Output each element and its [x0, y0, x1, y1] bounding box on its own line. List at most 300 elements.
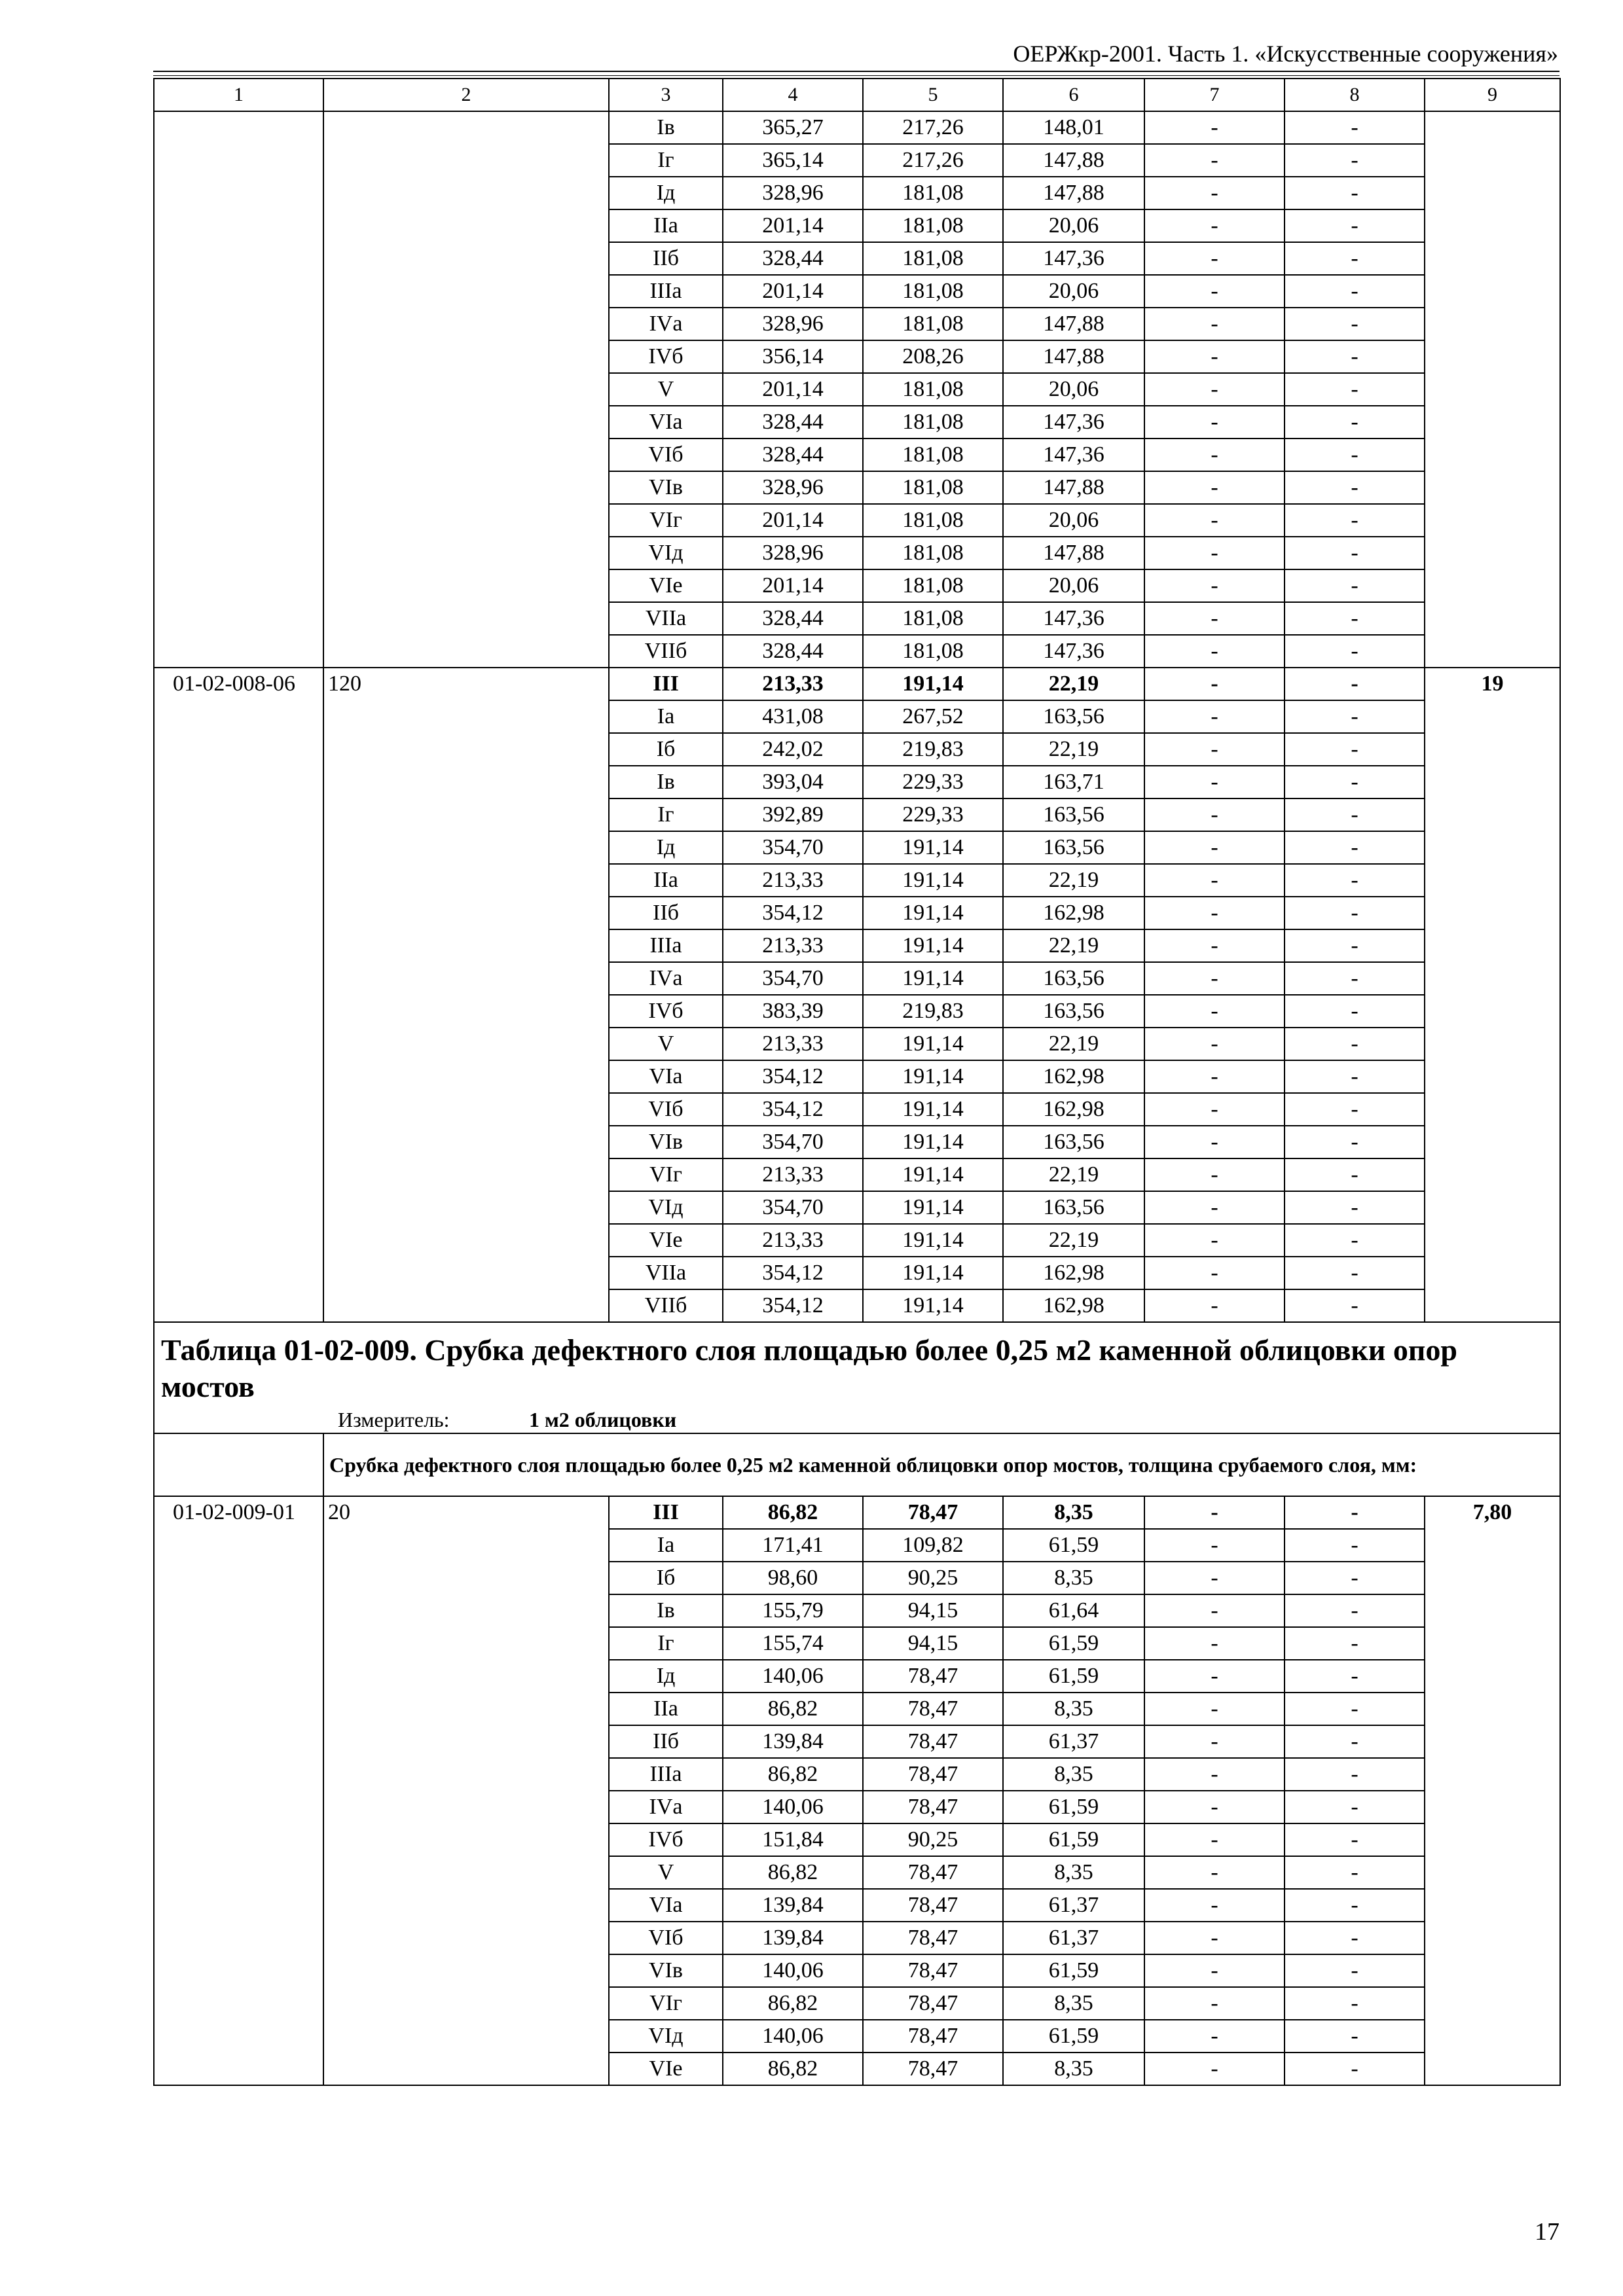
cell-value: 20,06 — [1003, 504, 1144, 537]
cell-value: Iв — [609, 111, 723, 144]
cell-value: 328,96 — [723, 471, 863, 504]
column-number: 4 — [723, 79, 863, 111]
column-number: 9 — [1425, 79, 1560, 111]
cell-value: 181,08 — [863, 308, 1003, 340]
table-row — [154, 1496, 1560, 1529]
column-number: 1 — [154, 79, 323, 111]
page-number: 17 — [1535, 2218, 1559, 2246]
cell-value: 229,33 — [863, 766, 1003, 798]
cell-value: VIа — [609, 1060, 723, 1093]
cell-value: - — [1285, 1856, 1425, 1889]
cell-value: - — [1144, 308, 1285, 340]
cell-value: - — [1285, 602, 1425, 635]
cell-value: 162,98 — [1003, 1093, 1144, 1126]
meter-label: Измеритель: — [338, 1408, 450, 1431]
cell-value: VIв — [609, 1954, 723, 1987]
cell-value: - — [1144, 831, 1285, 864]
cell-value: - — [1285, 1889, 1425, 1922]
cell-value: 86,82 — [723, 2053, 863, 2085]
cell-value: Iа — [609, 1529, 723, 1562]
cell-value: III — [609, 1496, 723, 1529]
cell-value: 22,19 — [1003, 668, 1144, 700]
cell-value: - — [1144, 1158, 1285, 1191]
cell-value: - — [1144, 1954, 1285, 1987]
cell-value: - — [1285, 111, 1425, 144]
cell-value: 78,47 — [863, 1856, 1003, 1889]
cell-value: - — [1144, 111, 1285, 144]
cell-value: 163,56 — [1003, 1126, 1144, 1158]
cell-value: VIб — [609, 439, 723, 471]
cell-value: 86,82 — [723, 1856, 863, 1889]
cell-value: 139,84 — [723, 1725, 863, 1758]
cell-value: 208,26 — [863, 340, 1003, 373]
cell-value: - — [1285, 1191, 1425, 1224]
cell-value: 328,96 — [723, 308, 863, 340]
cell-value: 181,08 — [863, 373, 1003, 406]
cell-value: - — [1285, 1922, 1425, 1954]
cell-value: IVа — [609, 1791, 723, 1823]
cell-value: 181,08 — [863, 471, 1003, 504]
cell-value: 163,56 — [1003, 1191, 1144, 1224]
cell-value: - — [1285, 1594, 1425, 1627]
cell-value: 191,14 — [863, 1257, 1003, 1289]
cell-value: - — [1144, 733, 1285, 766]
cell-value: - — [1285, 439, 1425, 471]
cell-value: - — [1144, 340, 1285, 373]
cell-value: 78,47 — [863, 1693, 1003, 1725]
cell-value: - — [1144, 635, 1285, 668]
price-index — [1425, 111, 1560, 668]
cell-value: Iв — [609, 1594, 723, 1627]
cell-value: IVб — [609, 340, 723, 373]
cell-value: 267,52 — [863, 700, 1003, 733]
cell-value: - — [1285, 897, 1425, 929]
cell-value: IIб — [609, 242, 723, 275]
cell-value: - — [1144, 602, 1285, 635]
cell-value: - — [1285, 471, 1425, 504]
cell-value: Iг — [609, 144, 723, 177]
cell-value: V — [609, 373, 723, 406]
cell-value: - — [1285, 1693, 1425, 1725]
cell-value: 201,14 — [723, 569, 863, 602]
cell-value: 78,47 — [863, 1758, 1003, 1791]
cell-value: - — [1285, 1060, 1425, 1093]
cell-value: 20,06 — [1003, 569, 1144, 602]
cell-value: 86,82 — [723, 1496, 863, 1529]
cell-value: - — [1144, 668, 1285, 700]
cell-value: 191,14 — [863, 1158, 1003, 1191]
cell-value: - — [1285, 308, 1425, 340]
cell-value: 61,59 — [1003, 1627, 1144, 1660]
cell-value: - — [1144, 864, 1285, 897]
cell-value: VIг — [609, 1158, 723, 1191]
cell-value: 147,36 — [1003, 242, 1144, 275]
cell-value: - — [1285, 1758, 1425, 1791]
cell-value: - — [1285, 733, 1425, 766]
cell-value: - — [1144, 700, 1285, 733]
cell-value: 147,88 — [1003, 340, 1144, 373]
cell-value: - — [1144, 471, 1285, 504]
cell-value: 61,59 — [1003, 1529, 1144, 1562]
cell-value: - — [1285, 275, 1425, 308]
cell-value: IVб — [609, 1823, 723, 1856]
cell-value: VIв — [609, 471, 723, 504]
cell-value: 78,47 — [863, 1725, 1003, 1758]
column-number: 6 — [1003, 79, 1144, 111]
cell-value: 140,06 — [723, 1660, 863, 1693]
cell-value: III — [609, 668, 723, 700]
cell-value: Iб — [609, 1562, 723, 1594]
cell-value: - — [1285, 929, 1425, 962]
cell-value: 181,08 — [863, 602, 1003, 635]
cell-value: 8,35 — [1003, 1856, 1144, 1889]
cell-value: VIг — [609, 1987, 723, 2020]
cell-value: 328,44 — [723, 406, 863, 439]
cell-value: - — [1144, 929, 1285, 962]
cell-value: 191,14 — [863, 1126, 1003, 1158]
cell-value: - — [1285, 2053, 1425, 2085]
cell-value: V — [609, 1028, 723, 1060]
cell-value: 86,82 — [723, 1693, 863, 1725]
cell-value: VIIб — [609, 1289, 723, 1322]
column-number: 2 — [323, 79, 609, 111]
cell-value: 22,19 — [1003, 1028, 1144, 1060]
cell-value: 213,33 — [723, 864, 863, 897]
cell-value: 22,19 — [1003, 1158, 1144, 1191]
cell-value: 61,37 — [1003, 1725, 1144, 1758]
cell-value: - — [1285, 962, 1425, 995]
cell-value: - — [1144, 1224, 1285, 1257]
cell-value: 181,08 — [863, 406, 1003, 439]
cell-value: 61,59 — [1003, 2020, 1144, 2053]
cell-value: - — [1285, 1257, 1425, 1289]
column-number: 7 — [1144, 79, 1285, 111]
cell-value: 163,56 — [1003, 995, 1144, 1028]
cell-value: 78,47 — [863, 2053, 1003, 2085]
cell-value: VIIа — [609, 1257, 723, 1289]
cell-value: Iд — [609, 1660, 723, 1693]
cell-value: - — [1144, 1126, 1285, 1158]
cell-value: 365,14 — [723, 144, 863, 177]
table-meter — [161, 1407, 1553, 1433]
cell-value: - — [1144, 1889, 1285, 1922]
cell-value: 147,36 — [1003, 406, 1144, 439]
cell-value: - — [1285, 1126, 1425, 1158]
cell-value: - — [1144, 995, 1285, 1028]
cell-value: IIа — [609, 209, 723, 242]
cell-value: 219,83 — [863, 733, 1003, 766]
cell-value: IIIа — [609, 929, 723, 962]
cell-value: Iа — [609, 700, 723, 733]
cell-value: 78,47 — [863, 1987, 1003, 2020]
cell-value: 22,19 — [1003, 929, 1144, 962]
cell-value: 147,88 — [1003, 471, 1144, 504]
cell-value: Iд — [609, 177, 723, 209]
cell-value: VIб — [609, 1093, 723, 1126]
cell-value: 191,14 — [863, 1028, 1003, 1060]
table-row — [154, 668, 1560, 700]
cell-value: IIб — [609, 1725, 723, 1758]
cell-value: - — [1285, 1954, 1425, 1987]
layer-width: 20 — [323, 1496, 609, 2085]
cell-value: 217,26 — [863, 144, 1003, 177]
cell-value: - — [1285, 1496, 1425, 1529]
cell-value: 139,84 — [723, 1889, 863, 1922]
price-index: 19 — [1425, 668, 1560, 1322]
cell-value: 78,47 — [863, 1791, 1003, 1823]
cell-value: - — [1285, 635, 1425, 668]
cell-value: 61,59 — [1003, 1823, 1144, 1856]
cell-value: 163,56 — [1003, 700, 1144, 733]
cell-value: 140,06 — [723, 1791, 863, 1823]
cell-value: 217,26 — [863, 111, 1003, 144]
cell-value: 147,36 — [1003, 439, 1144, 471]
price-index: 7,80 — [1425, 1496, 1560, 2085]
cell-value: Iв — [609, 766, 723, 798]
cell-value: 22,19 — [1003, 864, 1144, 897]
cell-value: VIд — [609, 537, 723, 569]
cell-value: IIб — [609, 897, 723, 929]
cell-value: 61,37 — [1003, 1889, 1144, 1922]
cell-value: VIг — [609, 504, 723, 537]
cell-value: 354,12 — [723, 1289, 863, 1322]
cell-value: - — [1144, 1856, 1285, 1889]
cell-value: - — [1144, 177, 1285, 209]
cell-value: 86,82 — [723, 1987, 863, 2020]
cell-value: - — [1144, 1660, 1285, 1693]
cell-value: Iб — [609, 733, 723, 766]
cell-value: - — [1285, 1660, 1425, 1693]
cell-value: IVб — [609, 995, 723, 1028]
cell-value: - — [1285, 209, 1425, 242]
cell-value: 22,19 — [1003, 733, 1144, 766]
cell-value: 140,06 — [723, 1954, 863, 1987]
cell-value: - — [1285, 1791, 1425, 1823]
cell-value: 147,88 — [1003, 537, 1144, 569]
cell-value: - — [1144, 1693, 1285, 1725]
cell-value: - — [1144, 439, 1285, 471]
cell-value: VIд — [609, 1191, 723, 1224]
cell-value: 354,12 — [723, 897, 863, 929]
cell-value: 8,35 — [1003, 1496, 1144, 1529]
cell-value: 139,84 — [723, 1922, 863, 1954]
cell-value: 191,14 — [863, 1289, 1003, 1322]
subheader-row — [154, 1433, 1560, 1496]
column-number: 8 — [1285, 79, 1425, 111]
cell-value: 163,56 — [1003, 962, 1144, 995]
cell-value: 201,14 — [723, 209, 863, 242]
cell-value: 181,08 — [863, 177, 1003, 209]
cell-value: 20,06 — [1003, 373, 1144, 406]
cell-value: - — [1144, 1496, 1285, 1529]
cell-value: - — [1285, 1529, 1425, 1562]
cell-value: 155,79 — [723, 1594, 863, 1627]
cell-value: - — [1144, 569, 1285, 602]
header-rule-thin — [153, 75, 1559, 76]
cell-value: - — [1285, 1987, 1425, 2020]
cell-value: 8,35 — [1003, 1758, 1144, 1791]
cell-value: Iд — [609, 831, 723, 864]
header-rule — [153, 71, 1559, 72]
column-number: 5 — [863, 79, 1003, 111]
cell-value: 61,59 — [1003, 1954, 1144, 1987]
cell-value: 8,35 — [1003, 1693, 1144, 1725]
rate-code: 01-02-008-06 — [154, 668, 323, 1322]
cell-value: 78,47 — [863, 1889, 1003, 1922]
cell-value: 181,08 — [863, 537, 1003, 569]
cell-value: VIе — [609, 1224, 723, 1257]
cell-value: 328,96 — [723, 537, 863, 569]
cell-value: IIа — [609, 864, 723, 897]
cell-value: 191,14 — [863, 1224, 1003, 1257]
cell-value: - — [1144, 504, 1285, 537]
cell-value: 61,59 — [1003, 1660, 1144, 1693]
cell-value: 354,70 — [723, 962, 863, 995]
cell-value: 328,44 — [723, 242, 863, 275]
cell-value: - — [1144, 537, 1285, 569]
cell-value: IIа — [609, 1693, 723, 1725]
table-title-row — [154, 1322, 1560, 1433]
cell-value: - — [1144, 1562, 1285, 1594]
cell-value: VIе — [609, 2053, 723, 2085]
cell-value: 162,98 — [1003, 1289, 1144, 1322]
cell-value: 191,14 — [863, 864, 1003, 897]
cell-value: - — [1285, 2020, 1425, 2053]
layer-width: 120 — [323, 668, 609, 1322]
cell-value: 61,64 — [1003, 1594, 1144, 1627]
cell-value: - — [1285, 668, 1425, 700]
cell-value: - — [1144, 1028, 1285, 1060]
cell-value: 383,39 — [723, 995, 863, 1028]
cell-value: - — [1144, 1529, 1285, 1562]
cell-value: - — [1285, 1028, 1425, 1060]
cell-value: - — [1144, 1987, 1285, 2020]
cell-value: 201,14 — [723, 373, 863, 406]
cell-value: 191,14 — [863, 1060, 1003, 1093]
cell-value: - — [1285, 340, 1425, 373]
cell-value: 147,36 — [1003, 635, 1144, 668]
cell-value: 213,33 — [723, 668, 863, 700]
cell-value: 201,14 — [723, 504, 863, 537]
cell-value: 8,35 — [1003, 1987, 1144, 2020]
cell-value: 181,08 — [863, 242, 1003, 275]
cell-value: 213,33 — [723, 1158, 863, 1191]
cell-value: - — [1144, 1191, 1285, 1224]
cell-value: IVа — [609, 962, 723, 995]
cell-value: 242,02 — [723, 733, 863, 766]
cell-value: 354,70 — [723, 1191, 863, 1224]
cell-value: 94,15 — [863, 1594, 1003, 1627]
cell-value: 140,06 — [723, 2020, 863, 2053]
cell-value: - — [1285, 504, 1425, 537]
cell-value: - — [1144, 373, 1285, 406]
document-header: ОЕРЖкр-2001. Часть 1. «Искусственные сооружения» — [1013, 41, 1558, 67]
cell-value: 181,08 — [863, 275, 1003, 308]
cell-value: 393,04 — [723, 766, 863, 798]
cell-value: - — [1144, 242, 1285, 275]
cell-value: VIIа — [609, 602, 723, 635]
cell-value: 155,74 — [723, 1627, 863, 1660]
cell-value: - — [1144, 2020, 1285, 2053]
cell-value: - — [1285, 798, 1425, 831]
cell-value: - — [1144, 1627, 1285, 1660]
cell-value: 354,12 — [723, 1060, 863, 1093]
cell-value: 181,08 — [863, 569, 1003, 602]
cell-value: 171,41 — [723, 1529, 863, 1562]
cell-value: 163,56 — [1003, 798, 1144, 831]
cell-value: - — [1144, 1791, 1285, 1823]
cell-value: 20,06 — [1003, 209, 1144, 242]
cell-value: 213,33 — [723, 1028, 863, 1060]
cell-value: 151,84 — [723, 1823, 863, 1856]
cell-value: - — [1144, 1594, 1285, 1627]
cell-value: - — [1285, 766, 1425, 798]
table-row — [154, 111, 1560, 144]
cell-value: 191,14 — [863, 962, 1003, 995]
cell-value: 354,12 — [723, 1257, 863, 1289]
cell-value: - — [1144, 1093, 1285, 1126]
cell-value: 162,98 — [1003, 1060, 1144, 1093]
cell-value: - — [1285, 831, 1425, 864]
cell-value: 61,37 — [1003, 1922, 1144, 1954]
cell-value: 328,96 — [723, 177, 863, 209]
cell-value: 328,44 — [723, 635, 863, 668]
rates-table-body — [154, 79, 1560, 2085]
cell-value: - — [1285, 406, 1425, 439]
cell-value: - — [1285, 995, 1425, 1028]
cell-value: 354,70 — [723, 831, 863, 864]
cell-value: 328,44 — [723, 602, 863, 635]
cell-value: - — [1285, 1224, 1425, 1257]
cell-value: - — [1144, 1060, 1285, 1093]
cell-value: 191,14 — [863, 831, 1003, 864]
cell-value: 162,98 — [1003, 897, 1144, 929]
cell-value: 147,88 — [1003, 308, 1144, 340]
cell-value: 147,88 — [1003, 177, 1144, 209]
rate-code: 01-02-009-01 — [154, 1496, 323, 2085]
cell-value: - — [1285, 1289, 1425, 1322]
cell-value: 191,14 — [863, 929, 1003, 962]
cell-value: Iг — [609, 798, 723, 831]
cell-value: - — [1285, 1562, 1425, 1594]
cell-value: 22,19 — [1003, 1224, 1144, 1257]
cell-value: 109,82 — [863, 1529, 1003, 1562]
cell-value: 181,08 — [863, 504, 1003, 537]
cell-value: VIв — [609, 1126, 723, 1158]
cell-value: - — [1285, 373, 1425, 406]
cell-value: 8,35 — [1003, 1562, 1144, 1594]
cell-value: 90,25 — [863, 1823, 1003, 1856]
cell-value: 229,33 — [863, 798, 1003, 831]
cell-value: VIа — [609, 1889, 723, 1922]
cell-value: - — [1144, 1922, 1285, 1954]
cell-value: 8,35 — [1003, 2053, 1144, 2085]
cell-value: - — [1144, 798, 1285, 831]
cell-value: 20,06 — [1003, 275, 1144, 308]
cell-value: 163,56 — [1003, 831, 1144, 864]
cell-value: - — [1285, 700, 1425, 733]
cell-value: 147,36 — [1003, 602, 1144, 635]
cell-value: VIд — [609, 2020, 723, 2053]
cell-value: VIIб — [609, 635, 723, 668]
cell-value: 163,71 — [1003, 766, 1144, 798]
cell-value: - — [1144, 2053, 1285, 2085]
cell-value: - — [1285, 1093, 1425, 1126]
cell-value: Iг — [609, 1627, 723, 1660]
cell-value: IVа — [609, 308, 723, 340]
cell-value: - — [1285, 569, 1425, 602]
cell-value: - — [1144, 962, 1285, 995]
